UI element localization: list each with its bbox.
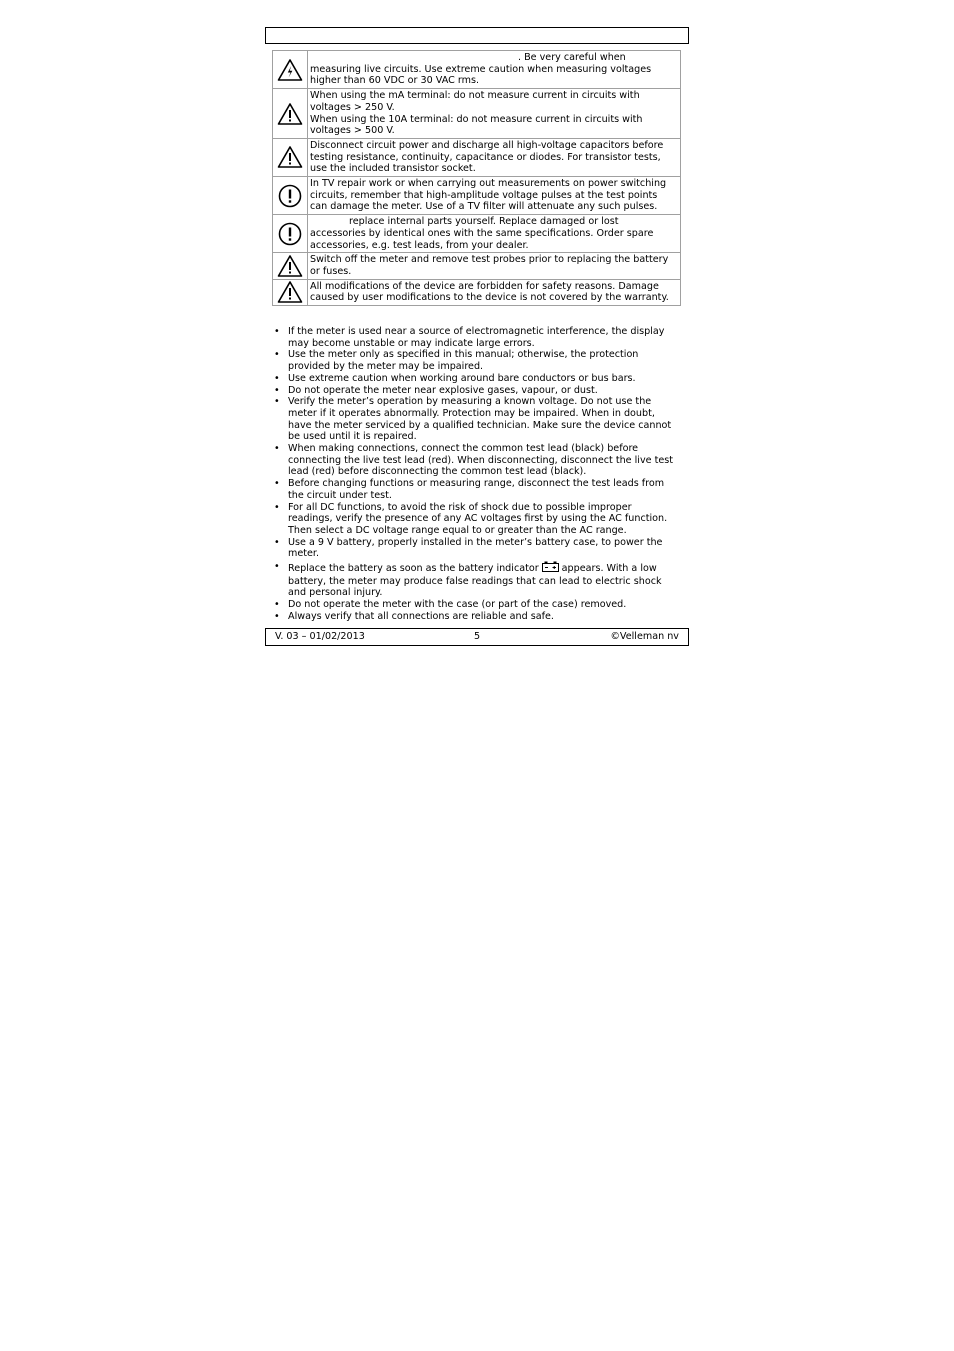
warning-line: or fuses. — [310, 265, 352, 277]
warning-row — [273, 89, 681, 139]
battery-indicator-icon — [542, 561, 559, 576]
caution-circle-icon — [273, 177, 308, 215]
warning-line: When using the 10A terminal: do not measure current in circuits with — [310, 113, 643, 125]
caution-circle-icon — [273, 215, 308, 253]
warning-row — [273, 215, 681, 253]
list-item: • Use extreme caution when working around bare conductors or bus bars. — [274, 372, 636, 384]
bullet-dot: • — [274, 326, 280, 337]
bullet-dot: • — [274, 349, 280, 361]
bullet-dot: • — [274, 599, 280, 611]
warning-triangle-icon — [273, 138, 308, 176]
warning-text — [308, 215, 681, 253]
warning-row — [273, 253, 681, 279]
list-item: • Use the meter only as specified in this manual; otherwise, the protection provided by the meter may be impaired. — [274, 349, 639, 373]
warning-line: voltages > 250 V. — [310, 101, 395, 113]
list-item: • For all DC functions, to avoid the risk of shock due to possible improper readings, verify the presence of any AC voltages first by using the AC function. Then select a DC voltage range equal to or greater than the AC range. — [274, 501, 668, 536]
warning-line: When using the mA terminal: do not measure current in circuits with — [310, 90, 640, 102]
warning-line: higher than 60 VDC or 30 VAC rms. — [310, 75, 480, 87]
bullet-dot: • — [274, 396, 280, 408]
warning-line: All modifications of the device are forbidden for safety reasons. Damage — [310, 280, 659, 292]
warning-line: . Be very careful when — [518, 52, 626, 63]
warning-line: caused by user modifications to the device is not covered by the warranty. — [310, 292, 669, 304]
bullet-dot: • — [274, 478, 280, 490]
page-header-box — [265, 27, 689, 44]
warning-line: accessories by identical ones with the same specifications. Order spare — [310, 227, 654, 239]
safety-warnings-table — [272, 50, 681, 306]
bullet-dot: • — [274, 536, 280, 548]
bullet-dot: • — [274, 443, 280, 455]
bullet-dot: • — [274, 372, 280, 384]
warning-line: Disconnect circuit power and discharge all high-voltage capacitors before — [310, 139, 664, 151]
list-item: • Replace the battery as soon as the battery indicator appears. With a low battery, the meter may produce false readings that can lead to electric shock and personal injury. — [274, 561, 662, 599]
copyright-label: ©Velleman nv — [610, 631, 679, 642]
warning-text — [308, 253, 681, 279]
warning-text — [308, 138, 681, 176]
version-label: V. 03 – 01/02/2013 — [275, 631, 365, 642]
warning-triangle-icon — [273, 253, 308, 279]
list-item: • Do not operate the meter near explosive gases, vapour, or dust. — [274, 384, 598, 396]
bullet-dot: • — [274, 561, 280, 573]
warning-text — [308, 51, 681, 89]
warning-row — [273, 177, 681, 215]
warning-triangle-icon — [273, 89, 308, 139]
list-item: • Verify the meter’s operation by measuring a known voltage. Do not use the meter if it operates abnormally. Protection may be impaired. When in doubt, have the meter serviced by a qualified technician. Make sure the device cannot be used until it is repaired. — [274, 396, 672, 443]
bullet-dot: • — [274, 501, 280, 513]
list-item: • Before changing functions or measuring range, disconnect the test leads from the circuit under test. — [274, 478, 665, 501]
warning-row — [273, 51, 681, 89]
warning-line: circuits, remember that high-amplitude voltage pulses at the test points — [310, 189, 658, 201]
warning-row — [273, 138, 681, 176]
safety-bullet-list — [272, 326, 684, 623]
list-item: • Do not operate the meter with the case (or part of the case) removed. — [274, 599, 627, 611]
page-number: 5 — [474, 631, 481, 642]
warning-row — [273, 279, 681, 305]
warning-text — [308, 177, 681, 215]
warning-line: Switch off the meter and remove test probes prior to replacing the battery — [310, 254, 669, 266]
warning-line: testing resistance, continuity, capacitance or diodes. For transistor tests, — [310, 151, 661, 163]
warning-text — [308, 279, 681, 305]
warning-line: In TV repair work or when carrying out measurements on power switching — [310, 178, 667, 190]
warning-text — [308, 89, 681, 139]
electric-shock-warning-icon — [273, 51, 308, 89]
warning-line: use the included transistor socket. — [310, 163, 476, 175]
bullet-dot: • — [274, 384, 280, 396]
warning-line: accessories, e.g. test leads, from your dealer. — [310, 239, 529, 251]
list-item: • If the meter is used near a source of electromagnetic interference, the display may become unstable or may indicate large errors. — [274, 326, 665, 349]
warning-line: replace internal parts yourself. Replace damaged or lost — [349, 216, 619, 228]
page-footer — [265, 628, 689, 646]
warning-triangle-icon — [273, 279, 308, 305]
bullet-dot: • — [274, 610, 280, 622]
warning-line: voltages > 500 V. — [310, 125, 395, 137]
list-item: • Always verify that all connections are reliable and safe. — [274, 610, 554, 622]
list-item: • Use a 9 V battery, properly installed in the meter’s battery case, to power the meter. — [274, 536, 663, 560]
list-item: • When making connections, connect the common test lead (black) before connecting the live test lead (red). When disconnecting, disconnect the live test lead (red) before disconnecting the common test lead (black). — [274, 443, 674, 478]
warning-line: measuring live circuits. Use extreme caution when measuring voltages — [310, 63, 652, 75]
warning-line: can damage the meter. Use of a TV filter will attenuate any such pulses. — [310, 201, 658, 213]
